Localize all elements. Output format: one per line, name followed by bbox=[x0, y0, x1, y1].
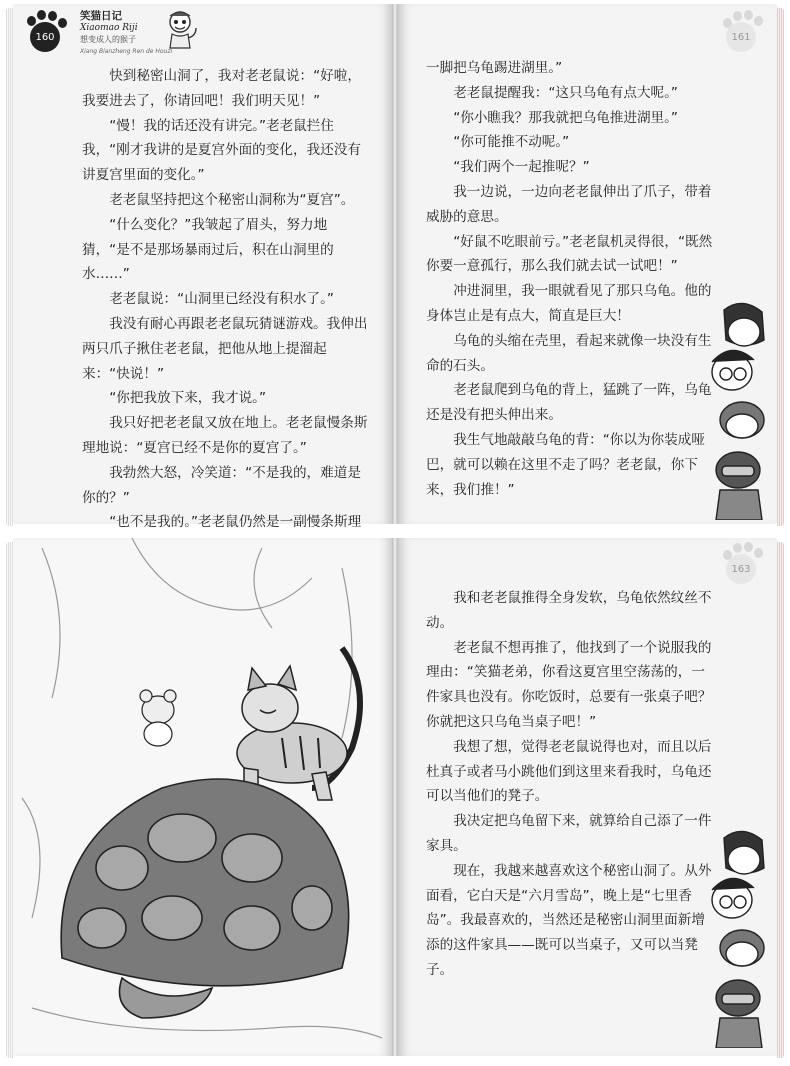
paragraph: 老老鼠坚持把这个秘密山洞称为“夏宫”。 bbox=[109, 191, 355, 208]
book-subtitle: 想变成人的猴子 bbox=[80, 35, 136, 44]
paragraph: 我想了想，觉得老老鼠说得也对，而且以后杜真子或者马小跳他们到这里来看我时，乌龟还可以当他们的凳子。 bbox=[426, 738, 712, 805]
kids-characters-icon bbox=[702, 828, 772, 1048]
paragraph: 老老鼠不想再推了，他找到了一个说服我的理由：“笑猫老弟，你看这夏宫里空荡荡的，一件家具也没有。你吃饭时，总要有一张桌子吧？你就把这只乌龟当桌子吧！” bbox=[426, 639, 712, 730]
paragraph: 一脚把乌龟踢进湖里。” bbox=[426, 60, 563, 76]
paragraph: “慢！我的话还没有讲完。”老老鼠拦住我，“刚才我讲的是夏宫外面的变化，我还没有讲夏宫里面的变化。” bbox=[82, 117, 361, 184]
paragraph: “你把我放下来，我才说。” bbox=[109, 390, 267, 407]
page-161 bbox=[398, 4, 778, 524]
page-number: 161 bbox=[726, 22, 756, 52]
paragraph: “我们两个一起推呢？” bbox=[453, 159, 590, 176]
page-160-text bbox=[82, 64, 374, 610]
paragraph: 现在，我越来越喜欢这个秘密山洞了。从外面看，它白天是“六月雪岛”，晚上是“七里香岛”。我最喜欢的，当然还是秘密山洞里面新增添的这件家具——既可以当桌子，又可以当凳子。 bbox=[426, 862, 712, 978]
running-header bbox=[80, 10, 172, 58]
paragraph: 我决定把乌龟留下来，就算给自己添了一件家具。 bbox=[426, 813, 712, 854]
paragraph: “什么变化？”我皱起了眉头，努力地猜，“是不是那场暴雨过后，积在山洞里的水……” bbox=[82, 216, 334, 283]
paragraph: 老老鼠提醒我：“这只乌龟有点大呢。” bbox=[453, 84, 678, 101]
page-163 bbox=[398, 538, 778, 1056]
book-title: 笑猫日记 bbox=[80, 10, 122, 22]
book-title-pinyin: Xiaomao Riji bbox=[80, 23, 138, 33]
page-162-illustration bbox=[12, 538, 392, 1056]
book-subtitle-pinyin: Xiang Bianzheng Ren de Houzi bbox=[80, 48, 173, 55]
paragraph: “你小瞧我？那我就把乌龟推进湖里。” bbox=[453, 109, 678, 126]
paragraph: 我一边说，一边向老老鼠伸出了爪子，带着威胁的意思。 bbox=[426, 183, 712, 225]
paragraph: 老老鼠爬到乌龟的背上，猛跳了一阵，乌龟还是没有把头伸出来。 bbox=[426, 382, 712, 424]
paragraph: 我没有耐心再跟老老鼠玩猜谜游戏。我伸出两只爪子揪住老老鼠，把他从地上提溜起来：“快说！” bbox=[82, 315, 368, 382]
monkey-mascot-icon bbox=[160, 8, 200, 52]
page-161-text bbox=[426, 56, 716, 502]
bottom-spread bbox=[12, 538, 778, 1056]
page-edge bbox=[6, 8, 13, 526]
paragraph: “好鼠不吃眼前亏。”老老鼠机灵得很，“既然你要一意孤行，那么我们就去试一试吧！” bbox=[426, 233, 713, 275]
paragraph: 我勃然大怒，冷笑道：“不是我的，难道是你的？” bbox=[82, 464, 361, 506]
paragraph: 我和老老鼠推得全身发软，乌龟依然纹丝不动。 bbox=[426, 590, 712, 631]
cat-mouse-tortoise-illustration bbox=[12, 538, 392, 1056]
paragraph: “你可能推不动呢。” bbox=[453, 134, 570, 151]
page-160 bbox=[12, 4, 392, 531]
paragraph: 我生气地敲敲乌龟的背：“你以为你装成哑巴，就可以赖在这里不走了吗？老老鼠，你下来，我们推！” bbox=[426, 431, 705, 498]
paragraph: “也不是我的。”老老鼠仍然是一副慢条斯理 bbox=[109, 514, 362, 531]
page-number: 163 bbox=[726, 554, 756, 584]
page-number: 160 bbox=[30, 22, 60, 52]
paragraph: 冲进洞里，我一眼就看见了那只乌龟。他的身体岂止是有点大，简直是巨大！ bbox=[426, 283, 712, 324]
kids-characters-icon bbox=[702, 300, 772, 520]
paragraph: 乌龟的头缩在壳里，看起来就像一块没有生命的石头。 bbox=[426, 332, 712, 374]
paragraph: 老老鼠说：“山洞里已经没有积水了。” bbox=[109, 291, 334, 308]
top-spread bbox=[12, 4, 778, 531]
page-163-text bbox=[426, 586, 716, 983]
paragraph: 我只好把老老鼠又放在地上。老老鼠慢条斯理地说：“夏宫已经不是你的夏宫了。” bbox=[82, 415, 368, 456]
paragraph: 快到秘密山洞了，我对老老鼠说：“好啦，我要进去了，你请回吧！我们明天见！” bbox=[82, 68, 361, 109]
page-edge bbox=[777, 542, 784, 1058]
page-edge bbox=[777, 8, 784, 526]
